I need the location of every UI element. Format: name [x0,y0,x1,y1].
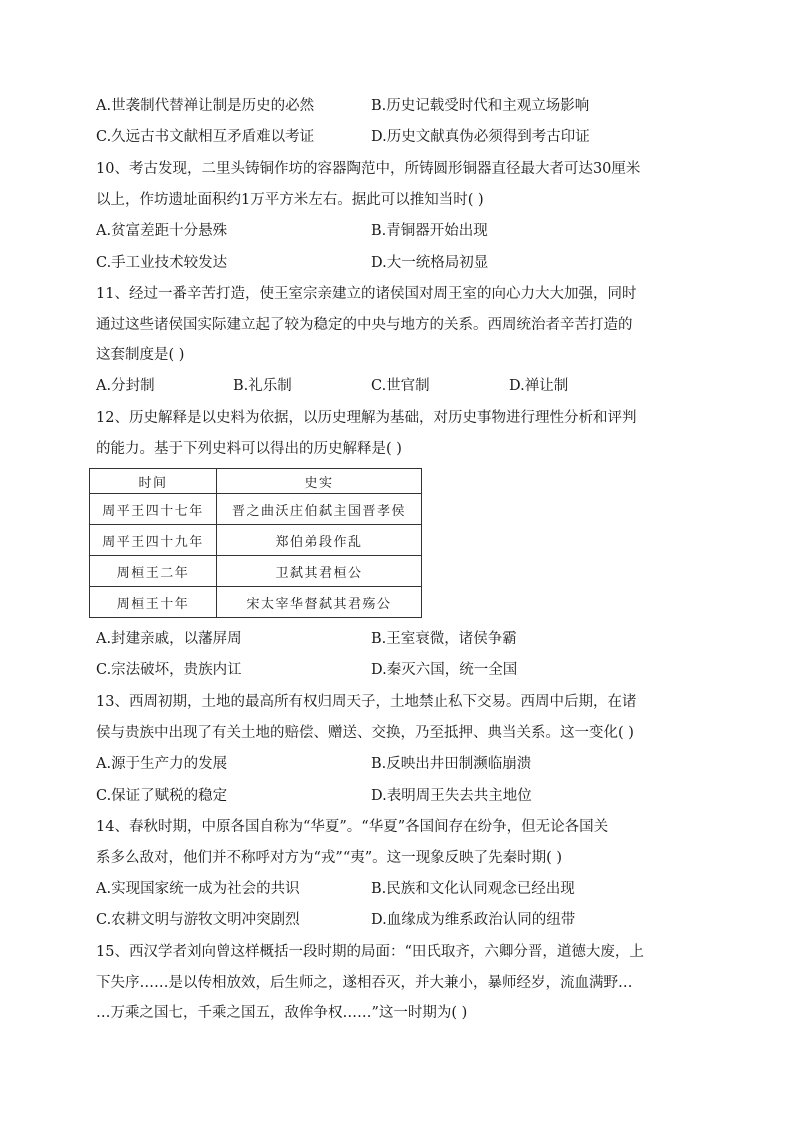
table-cell-fact: 郑伯弟段作乱 [217,525,422,556]
table-header-fact: 史实 [217,469,422,494]
q9-option-b: B.历史记载受时代和主观立场影响 [371,98,590,114]
table-cell-fact: 宋太宰华督弑其君殇公 [217,587,422,618]
q14-option-b: B.民族和文化认同观念已经出现 [371,881,575,897]
table-cell-fact: 卫弑其君桓公 [217,556,422,587]
table-cell-time: 周平王四十七年 [90,494,217,525]
q10-stem-line2: 以上，作坊遗址面积约1万平方米左右。据此可以推知当时( ) [96,192,484,208]
q10-option-d: D.大一统格局初显 [371,255,489,271]
q10-option-c: C.手工业技术较发达 [96,255,228,271]
q15-stem-line1: 15、西汉学者刘向曾这样概括一段时期的局面：“田氏取齐，六卿分晋，道德大废，上 [96,944,644,960]
table-cell-fact: 晋之曲沃庄伯弑主国晋孝侯 [217,494,422,525]
table-row [90,494,422,525]
table-row [90,556,422,587]
table-cell-time: 周平王四十九年 [90,525,217,556]
q9-option-d: D.历史文献真伪必须得到考古印证 [371,129,590,145]
q13-stem-line1: 13、西周初期，土地的最高所有权归周天子，土地禁止私下交易。西周中后期，在诸 [96,694,637,710]
q14-option-c: C.农耕文明与游牧文明冲突剧烈 [96,912,300,928]
q10-option-a: A.贫富差距十分悬殊 [96,223,228,239]
q12-option-b: B.王室衰微，诸侯争霸 [371,631,517,647]
q14-option-a: A.实现国家统一成为社会的共识 [96,881,300,897]
q13-option-c: C.保证了赋税的稳定 [96,788,228,804]
q10-stem-line1: 10、考古发现，二里头铸铜作坊的容器陶范中，所铸圆形铜器直径最大者可达30厘米 [96,161,641,177]
table-row [90,525,422,556]
q13-option-d: D.表明周王失去共主地位 [371,788,532,804]
q10-option-b: B.青铜器开始出现 [371,223,488,239]
q12-stem-line1: 12、历史解释是以史料为依据，以历史理解为基础，对历史事物进行理性分析和评判 [96,410,637,426]
q14-option-d: D.血缘成为维系政治认同的纽带 [371,912,576,928]
q13-option-a: A.源于生产力的发展 [96,756,228,772]
q13-stem-line2: 侯与贵族中出现了有关土地的赔偿、赠送、交换，乃至抵押、典当关系。这一变化( ) [96,725,634,741]
q11-option-d: D.禅让制 [509,378,569,394]
q11-stem-line2: 通过这些诸侯国实际建立起了较为稳定的中央与地方的关系。西周统治者辛苦打造的 [96,317,633,333]
q15-stem-line2: 下失序……是以传相放效，后生师之，遂相吞灭，并大兼小，暴师经岁，流血满野… [96,975,633,991]
table-cell-time: 周桓王十年 [90,587,217,618]
q12-stem-line2: 的能力。基于下列史料可以得出的历史解释是( ) [96,441,402,457]
q12-option-a: A.封建亲戚，以藩屏周 [96,631,242,647]
table-header-row [90,469,422,494]
q11-stem-line1: 11、经过一番辛苦打造，使王室宗亲建立的诸侯国对周王室的向心力大大加强，同时 [96,286,637,302]
historical-facts-table [89,468,422,618]
q15-stem-line3: …万乘之国七，千乘之国五，敌侔争权……”这一时期为( ) [96,1005,468,1021]
q12-option-d: D.秦灭六国，统一全国 [371,662,518,678]
q9-option-c: C.久远古书文献相互矛盾难以考证 [96,129,315,145]
q14-stem-line1: 14、春秋时期，中原各国自称为“华夏”。“华夏”各国间存在纷争，但无论各国关 [96,819,609,835]
q11-option-a: A.分封制 [96,378,155,394]
q11-option-c: C.世官制 [371,378,430,394]
table-row [90,587,422,618]
q13-option-b: B.反映出井田制濒临崩溃 [371,756,532,772]
q11-stem-line3: 这套制度是( ) [96,347,185,363]
q9-option-a: A.世袭制代替禅让制是历史的必然 [96,98,315,114]
table-header-time: 时间 [90,469,217,494]
q11-option-b: B.礼乐制 [233,378,292,394]
q12-option-c: C.宗法破坏，贵族内讧 [96,662,242,678]
q14-stem-line2: 系多么敌对，他们并不称呼对方为“戎”“夷”。这一现象反映了先秦时期( ) [96,850,563,866]
table-cell-time: 周桓王二年 [90,556,217,587]
